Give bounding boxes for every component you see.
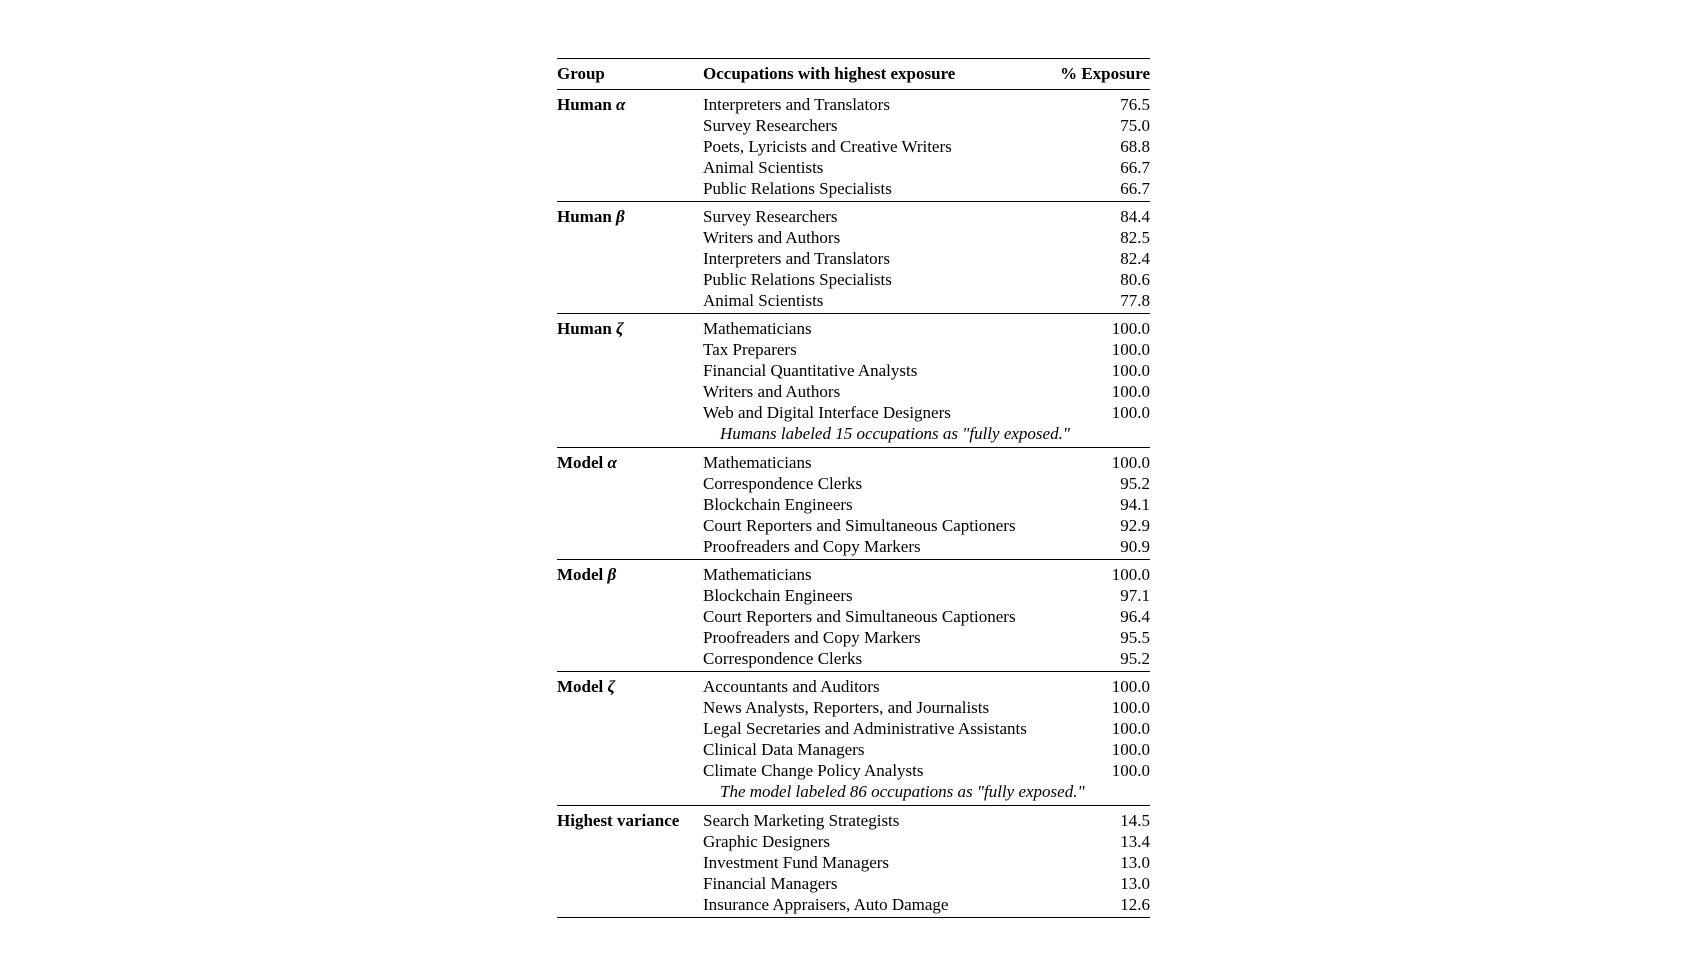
occupation-cell: Public Relations Specialists bbox=[703, 179, 892, 198]
table-row bbox=[703, 94, 1150, 115]
group-rows bbox=[703, 318, 1150, 445]
header-occupations: Occupations with highest exposure bbox=[703, 64, 956, 83]
exposure-cell: 95.2 bbox=[1120, 474, 1150, 493]
exposure-cell: 66.7 bbox=[1120, 158, 1150, 177]
group-section bbox=[557, 806, 1150, 917]
occupation-cell: Legal Secretaries and Administrative Assistants bbox=[703, 719, 1027, 738]
occupation-cell: Interpreters and Translators bbox=[703, 95, 890, 114]
exposure-cell: 90.9 bbox=[1120, 537, 1150, 556]
table-row bbox=[703, 676, 1150, 697]
group-symbol: β bbox=[616, 207, 625, 226]
occupation-cell: Clinical Data Managers bbox=[703, 740, 865, 759]
occupation-cell: Mathematicians bbox=[703, 319, 812, 338]
exposure-cell: 76.5 bbox=[1120, 95, 1150, 114]
table-row bbox=[703, 648, 1150, 669]
exposure-cell: 13.0 bbox=[1120, 853, 1150, 872]
group-rows bbox=[703, 206, 1150, 311]
occupation-cell: Climate Change Policy Analysts bbox=[703, 761, 924, 780]
occupation-cell: Mathematicians bbox=[703, 453, 812, 472]
exposure-cell: 100.0 bbox=[1111, 677, 1150, 696]
table-row bbox=[703, 339, 1150, 360]
exposure-cell: 100.0 bbox=[1111, 319, 1150, 338]
exposure-table bbox=[557, 58, 1150, 918]
table-row bbox=[703, 515, 1150, 536]
exposure-cell: 82.4 bbox=[1120, 249, 1150, 268]
table-row bbox=[703, 585, 1150, 606]
group-name: Model bbox=[557, 565, 604, 584]
table-row bbox=[703, 564, 1150, 585]
occupation-cell: Survey Researchers bbox=[703, 207, 838, 226]
table-row bbox=[703, 739, 1150, 760]
exposure-cell: 92.9 bbox=[1120, 516, 1150, 535]
occupation-cell: Financial Managers bbox=[703, 874, 838, 893]
table-row bbox=[703, 627, 1150, 648]
occupation-cell: Correspondence Clerks bbox=[703, 474, 863, 493]
exposure-cell: 100.0 bbox=[1111, 361, 1150, 380]
occupation-cell: Survey Researchers bbox=[703, 116, 838, 135]
table-row bbox=[703, 894, 1150, 915]
occupation-cell: Tax Preparers bbox=[703, 340, 797, 359]
group-label bbox=[557, 318, 703, 445]
group-name: Human bbox=[557, 319, 612, 338]
exposure-cell: 100.0 bbox=[1111, 340, 1150, 359]
occupation-cell: Animal Scientists bbox=[703, 158, 824, 177]
header-exposure: % Exposure bbox=[1060, 64, 1150, 83]
exposure-cell: 95.5 bbox=[1120, 628, 1150, 647]
group-name: Model bbox=[557, 453, 604, 472]
group-label bbox=[557, 452, 703, 557]
group-rows bbox=[703, 676, 1150, 803]
occupation-cell: Writers and Authors bbox=[703, 382, 841, 401]
exposure-cell: 100.0 bbox=[1111, 382, 1150, 401]
table-row bbox=[703, 473, 1150, 494]
group-section bbox=[557, 560, 1150, 672]
occupation-cell: Investment Fund Managers bbox=[703, 853, 890, 872]
table-row bbox=[703, 718, 1150, 739]
table-row bbox=[703, 402, 1150, 423]
occupation-cell: Poets, Lyricists and Creative Writers bbox=[703, 137, 952, 156]
table-row bbox=[703, 248, 1150, 269]
exposure-cell: 94.1 bbox=[1120, 495, 1150, 514]
exposure-cell: 95.2 bbox=[1120, 649, 1150, 668]
occupation-cell: Animal Scientists bbox=[703, 291, 824, 310]
table-row bbox=[703, 381, 1150, 402]
exposure-cell: 100.0 bbox=[1111, 698, 1150, 717]
table-row bbox=[703, 536, 1150, 557]
exposure-cell: 100.0 bbox=[1111, 761, 1150, 780]
occupation-cell: Financial Quantitative Analysts bbox=[703, 361, 918, 380]
group-rows bbox=[703, 452, 1150, 557]
table-row bbox=[703, 852, 1150, 873]
group-label bbox=[557, 206, 703, 311]
group-name: Human bbox=[557, 95, 612, 114]
exposure-cell: 12.6 bbox=[1120, 895, 1150, 914]
table-row bbox=[703, 606, 1150, 627]
exposure-cell: 84.4 bbox=[1120, 207, 1150, 226]
table-row bbox=[703, 178, 1150, 199]
table-row bbox=[703, 269, 1150, 290]
exposure-cell: 100.0 bbox=[1111, 719, 1150, 738]
exposure-cell: 75.0 bbox=[1120, 116, 1150, 135]
occupation-cell: Mathematicians bbox=[703, 565, 812, 584]
group-symbol: ζ bbox=[616, 319, 624, 338]
table-row bbox=[703, 831, 1150, 852]
occupation-cell: Blockchain Engineers bbox=[703, 495, 853, 514]
table-row bbox=[703, 290, 1150, 311]
exposure-cell: 96.4 bbox=[1120, 607, 1150, 626]
table-row bbox=[703, 697, 1150, 718]
table-row bbox=[703, 206, 1150, 227]
group-label bbox=[557, 564, 703, 669]
table-row bbox=[703, 136, 1150, 157]
group-section bbox=[557, 672, 1150, 806]
group-name: Human bbox=[557, 207, 612, 226]
exposure-cell: 13.4 bbox=[1120, 832, 1150, 851]
group-label bbox=[557, 676, 703, 803]
exposure-cell: 68.8 bbox=[1120, 137, 1150, 156]
table-row bbox=[703, 810, 1150, 831]
exposure-cell: 14.5 bbox=[1120, 811, 1150, 830]
table-body bbox=[557, 90, 1150, 917]
table-row bbox=[703, 157, 1150, 178]
occupation-cell: News Analysts, Reporters, and Journalists bbox=[703, 698, 990, 717]
group-section bbox=[557, 202, 1150, 314]
occupation-cell: Court Reporters and Simultaneous Captioners bbox=[703, 607, 1016, 626]
table-row bbox=[703, 115, 1150, 136]
group-rows bbox=[703, 564, 1150, 669]
occupation-cell: Public Relations Specialists bbox=[703, 270, 892, 289]
group-note: The model labeled 86 occupations as "fully exposed." bbox=[720, 782, 1085, 801]
occupation-cell: Accountants and Auditors bbox=[703, 677, 880, 696]
exposure-cell: 100.0 bbox=[1111, 453, 1150, 472]
group-rows bbox=[703, 94, 1150, 199]
occupation-cell: Court Reporters and Simultaneous Captioners bbox=[703, 516, 1016, 535]
exposure-cell: 80.6 bbox=[1120, 270, 1150, 289]
exposure-cell: 100.0 bbox=[1111, 565, 1150, 584]
table-row bbox=[703, 360, 1150, 381]
occupation-cell: Writers and Authors bbox=[703, 228, 841, 247]
group-section bbox=[557, 314, 1150, 448]
exposure-cell: 13.0 bbox=[1120, 874, 1150, 893]
group-symbol: α bbox=[616, 95, 626, 114]
group-note: Humans labeled 15 occupations as "fully exposed." bbox=[720, 424, 1070, 443]
group-label bbox=[557, 94, 703, 199]
group-symbol: ζ bbox=[607, 677, 616, 696]
occupation-cell: Blockchain Engineers bbox=[703, 586, 853, 605]
exposure-cell: 100.0 bbox=[1111, 740, 1150, 759]
exposure-cell: 82.5 bbox=[1120, 228, 1150, 247]
occupation-cell: Insurance Appraisers, Auto Damage bbox=[703, 895, 949, 914]
group-rows bbox=[703, 810, 1150, 915]
group-symbol: α bbox=[607, 453, 617, 472]
exposure-cell: 66.7 bbox=[1120, 179, 1150, 198]
table-row bbox=[703, 760, 1150, 781]
group-name: Model bbox=[557, 677, 604, 696]
table-header bbox=[557, 59, 1150, 90]
table-row bbox=[703, 873, 1150, 894]
exposure-cell: 97.1 bbox=[1120, 586, 1150, 605]
occupation-cell: Web and Digital Interface Designers bbox=[703, 403, 951, 422]
occupation-cell: Graphic Designers bbox=[703, 832, 830, 851]
exposure-cell: 100.0 bbox=[1111, 403, 1150, 422]
occupation-cell: Proofreaders and Copy Markers bbox=[703, 628, 921, 647]
occupation-cell: Proofreaders and Copy Markers bbox=[703, 537, 921, 556]
occupation-cell: Search Marketing Strategists bbox=[703, 811, 900, 830]
exposure-cell: 77.8 bbox=[1120, 291, 1150, 310]
table-row bbox=[703, 227, 1150, 248]
header-group: Group bbox=[557, 64, 605, 83]
group-label bbox=[557, 810, 703, 915]
group-name: Highest variance bbox=[557, 811, 680, 830]
occupation-cell: Correspondence Clerks bbox=[703, 649, 863, 668]
table-row bbox=[703, 452, 1150, 473]
table-row bbox=[703, 318, 1150, 339]
table-row bbox=[703, 494, 1150, 515]
group-symbol: β bbox=[607, 565, 617, 584]
group-section bbox=[557, 90, 1150, 202]
group-section bbox=[557, 448, 1150, 560]
occupation-cell: Interpreters and Translators bbox=[703, 249, 890, 268]
